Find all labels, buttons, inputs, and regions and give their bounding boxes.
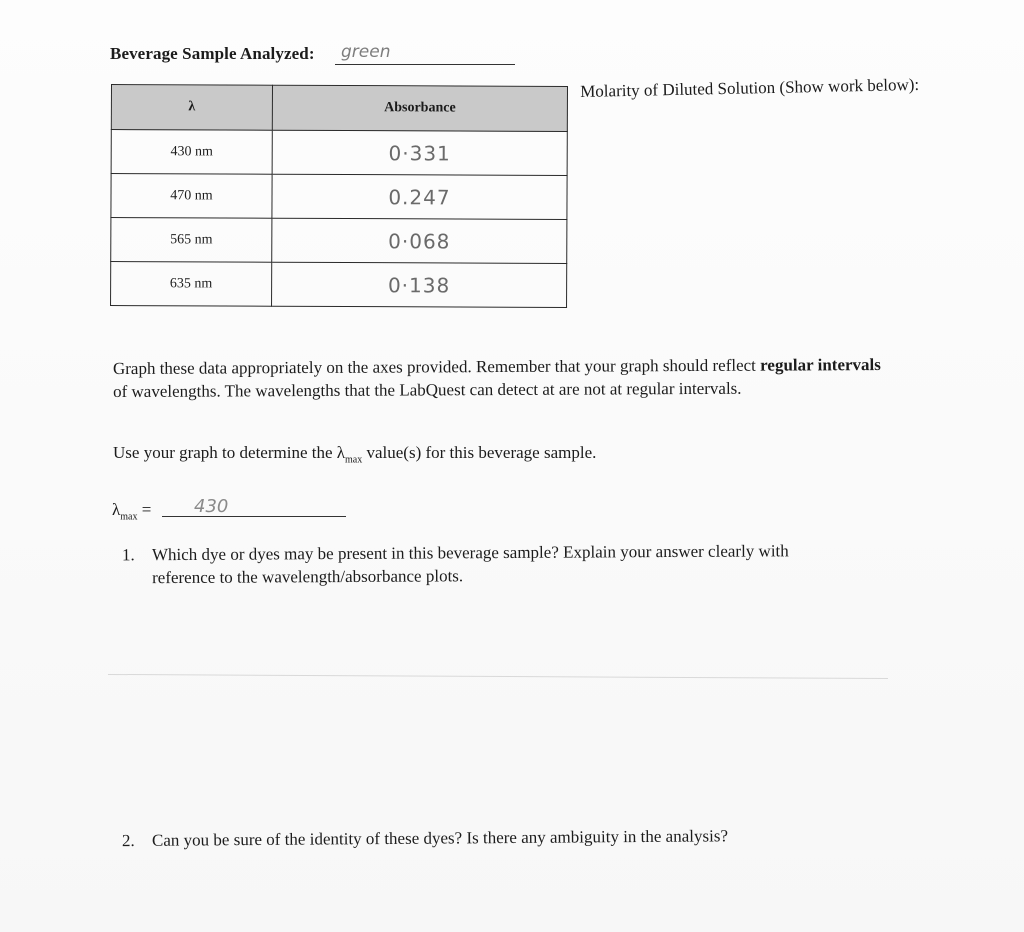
use-graph-before: Use your graph to determine the λ [113,443,346,462]
table-row [111,262,567,308]
lambda-max-label [112,500,151,522]
absorbance-cell[interactable] [272,262,567,307]
wavelength-cell: 565 nm [111,218,272,263]
instructions-bold: regular intervals [760,355,881,375]
lambda-symbol: λ [112,500,121,519]
molarity-prompt: Molarity of Diluted Solution (Show work below): [580,74,920,101]
wavelength-cell: 470 nm [111,174,272,219]
table-row [111,174,567,220]
lambda-subscript: max [120,511,138,523]
absorbance-cell[interactable] [272,174,567,219]
use-graph-subscript: max [345,454,363,466]
header-wavelength: λ [111,85,272,131]
absorbance-handwriting: 0.247 [388,184,451,209]
question-1-line1: Which dye or dyes may be present in this beverage sample? Explain your answer clearly with [151,541,789,565]
sample-answer-field[interactable] [335,42,515,65]
graph-instructions [113,353,893,403]
instructions-text-1: Graph these data appropriately on the axes provided. Remember that your graph should reflect [112,355,756,379]
question-2-number: 2. [121,830,135,851]
question-1-number: 1. [121,545,135,565]
absorbance-cell[interactable] [272,218,567,263]
sample-answer-handwriting: green [341,42,391,62]
use-graph-instruction [113,443,596,465]
sample-label: Beverage Sample Analyzed: [110,44,315,63]
question-1 [122,539,892,590]
table-row [111,130,567,176]
absorbance-handwriting: 0·138 [387,272,451,297]
absorbance-handwriting: 0·331 [388,140,451,165]
question-2-line1: Can you be sure of the identity of these dyes? Is there any ambiguity in the analysis? [151,826,729,850]
question-2 [122,825,902,851]
absorbance-table [110,84,568,308]
lambda-max-field[interactable] [162,496,346,517]
table-row [111,218,567,264]
question-1-line2: reference to the wavelength/absorbance plots. [152,566,464,588]
divider-line [108,674,888,679]
instructions-text-2: of wavelengths. The wavelengths that the LabQuest can detect at are not at regular intervals. [113,378,742,402]
wavelength-cell: 635 nm [111,262,272,307]
lambda-equals: = [141,500,152,519]
lambda-max-handwriting: 430 [194,496,229,517]
wavelength-cell: 430 nm [111,130,272,175]
absorbance-cell[interactable] [272,130,567,175]
header-absorbance: Absorbance [272,85,567,131]
table-header-row [111,85,567,132]
absorbance-handwriting: 0·068 [388,228,451,253]
use-graph-after: value(s) for this beverage sample. [366,443,597,462]
